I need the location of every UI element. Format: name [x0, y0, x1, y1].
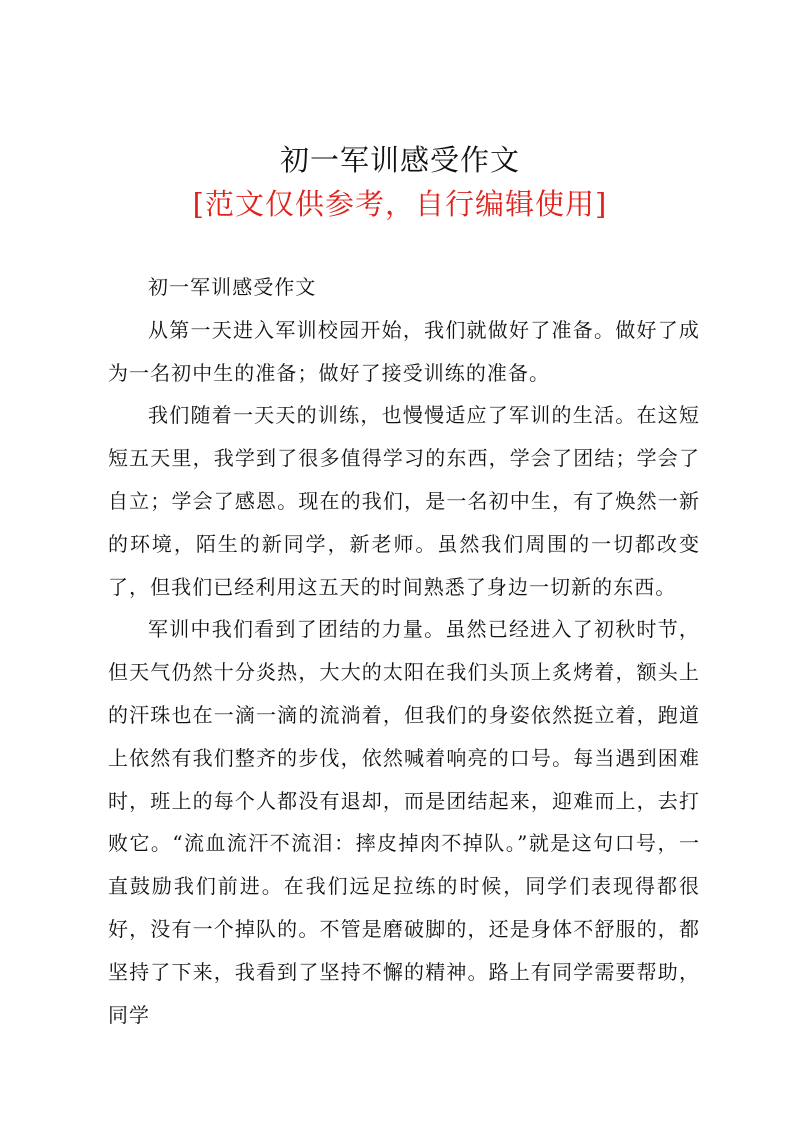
document-body [108, 266, 700, 1036]
body-paragraph: 我们随着一天天的训练，也慢慢适应了军训的生活。在这短短五天里，我学到了很多值得学习的东西，学会了团结；学会了自立；学会了感恩。现在的我们，是一名初中生，有了焕然一新的环境，陌生的新同学，新老师。虽然我们周围的一切都改变了，但我们已经利用这五天的时间熟悉了身边一切新的东西。 [108, 403, 700, 599]
body-paragraph: 军训中我们看到了团结的力量。虽然已经进入了初秋时节，但天气仍然十分炎热，大大的太阳在我们头顶上炙烤着，额头上的汗珠也在一滴一滴的流淌着，但我们的身姿依然挺立着，跑道上依然有我们整齐的步伐，依然喊着响亮的口号。每当遇到困难时，班上的每个人都没有退却，而是团结起来，迎难而上，去打败它。“流血流汗不流泪：摔皮掉肉不掉队。”就是这句口号，一直鼓励我们前进。在我们远足拉练的时候，同学们表现得都很好，没有一个掉队的。不管是磨破脚的，还是身体不舒服的，都坚持了下来，我看到了坚持不懈的精神。路上有同学需要帮助，同学 [108, 617, 700, 1027]
document-subtitle: [范文仅供参考，自行编辑使用] [192, 187, 608, 221]
body-heading-paragraph: 初一军训感受作文 [148, 275, 317, 299]
document-title: 初一军训感受作文 [279, 143, 520, 177]
body-paragraph: 从第一天进入军训校园开始，我们就做好了准备。做好了成为一名初中生的准备；做好了接受训练的准备。 [108, 317, 700, 385]
